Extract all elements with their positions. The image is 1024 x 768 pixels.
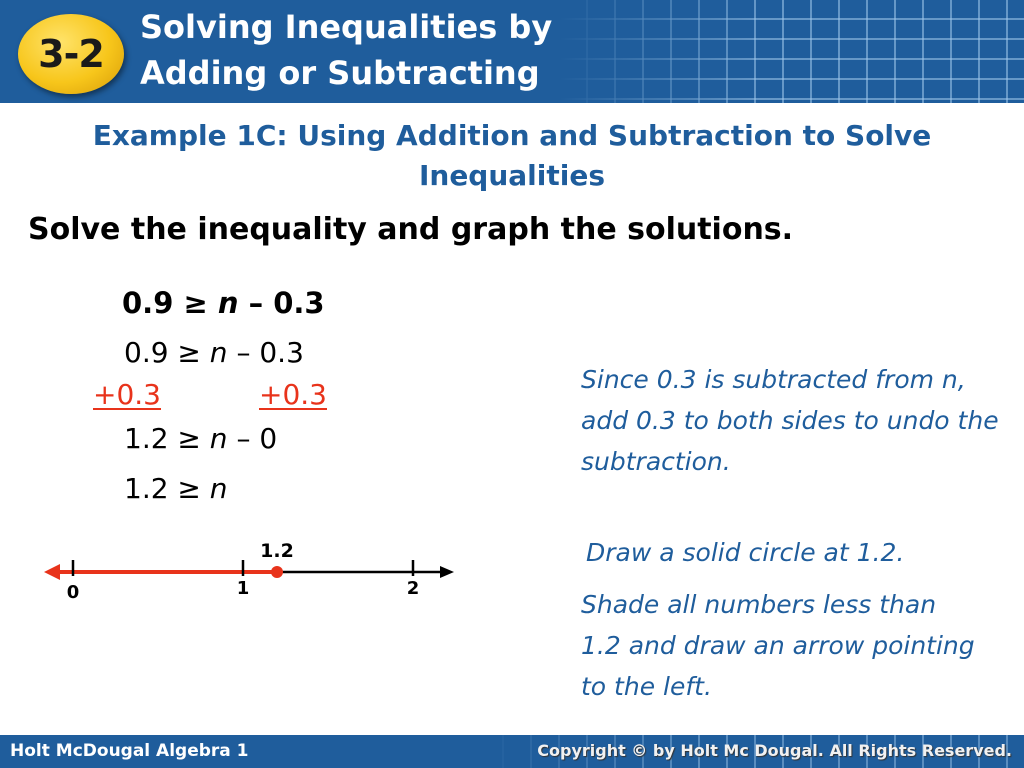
solid-circle-point	[271, 566, 283, 578]
step-original: 0.9 ≥ n – 0.3	[124, 336, 304, 369]
footer-bar	[0, 735, 1024, 768]
example-title-line2: Inequalities	[418, 159, 606, 192]
lesson-title	[140, 4, 700, 96]
note-solid-circle: Draw a solid circle at 1.2.	[586, 538, 905, 567]
example-title	[0, 116, 1024, 196]
number-line	[30, 530, 470, 610]
point-label: 1.2	[260, 540, 294, 562]
tick-label: 1	[236, 578, 250, 599]
header-banner	[0, 0, 1024, 103]
example-title-line1: Example 1C: Using Addition and Subtraction to Solve	[92, 119, 932, 152]
lesson-title-line2: Adding or Subtracting	[140, 54, 540, 92]
instruction-text: Solve the inequality and graph the solutions.	[28, 212, 794, 247]
add-right-side: +0.3	[259, 378, 327, 411]
add-left-side: +0.3	[93, 378, 161, 411]
lesson-title-line1: Solving Inequalities by	[140, 8, 553, 46]
left-arrow-icon	[44, 564, 60, 580]
step-simplified: 1.2 ≥ n – 0	[124, 422, 278, 455]
lesson-badge	[18, 14, 124, 94]
note-shade-left: Shade all numbers less than 1.2 and draw an arrow pointing to the left.	[581, 590, 975, 701]
step-solution: 1.2 ≥ n	[124, 472, 228, 505]
footer-book-title: Holt McDougal Algebra 1	[10, 741, 249, 761]
tick-label: 2	[406, 578, 420, 599]
problem-inequality: 0.9 ≥ n – 0.3	[122, 286, 325, 320]
footer-copyright: Copyright © by Holt Mc Dougal. All Rights Reserved.	[537, 741, 1012, 760]
lesson-number: 3-2	[38, 32, 104, 76]
note-add-explanation: Since 0.3 is subtracted from n, add 0.3 to both sides to undo the subtraction.	[581, 365, 999, 476]
tick-label: 0	[66, 582, 80, 603]
right-arrow-icon	[440, 566, 454, 578]
